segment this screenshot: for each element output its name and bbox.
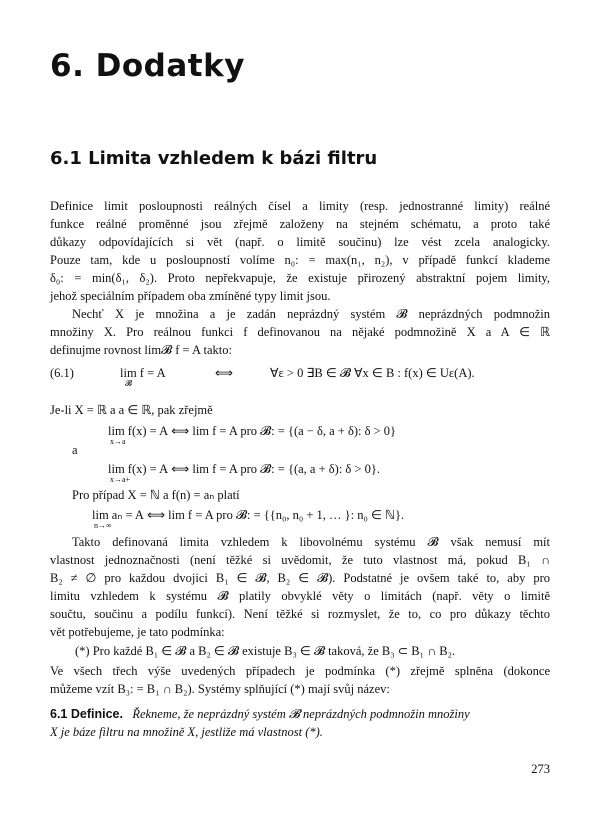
equation-subscript: x→a	[110, 437, 126, 446]
paragraph-line: Pouze tam, kde u posloupností volíme n₀: = max(n₁, n₂), v případě funkcí klademe	[50, 253, 550, 267]
equation-lhs-text: lim f(x) = A	[108, 462, 169, 476]
paragraph-line: limitu vzhledem k systému 𝓑 platily obvyklé věty o limitách (např. věty o limitě	[50, 589, 550, 603]
paragraph-line: definujme rovnost lim𝓑 f = A takto:	[50, 343, 232, 357]
page-number: 273	[531, 762, 550, 776]
chapter-title: 6. Dodatky	[50, 48, 245, 84]
definition	[50, 707, 550, 722]
equation-rhs-text: ⟺ lim f = A pro 𝓑: = {(a − δ, a + δ): δ > 0}	[171, 424, 397, 438]
equation-lhs-subscript: 𝓑	[125, 379, 133, 388]
section-title: 6.1 Limita vzhledem k bázi filtru	[50, 148, 378, 169]
paragraph-line: důkazy odpovídajících si vět (např. o limitě součinu) lze vést zcela analogicky.	[50, 235, 550, 249]
paragraph-line: můžeme vzít B₃: = B₁ ∩ B₂). Systémy splňující (*) mají svůj název:	[50, 682, 390, 696]
equation-lhs-text: lim f = A	[120, 366, 166, 380]
paragraph-line: B₂ ≠ ∅ pro každou dvojici B₁ ∈ 𝓑, B₂ ∈ 𝓑). Podstatné je ovšem také to, aby pro	[50, 571, 550, 585]
paragraph-line: funkce reálné proměnné jsou zřejmě založeny na stejném schématu, a proto také	[50, 217, 550, 231]
connector-word: a	[72, 443, 78, 457]
equation-subscript: n→∞	[94, 521, 112, 530]
paragraph-line: Nechť X je množina a je zadán neprázdný systém 𝓑 neprázdných podmnožin	[72, 307, 550, 321]
paragraph-line: Takto definovaná limita vzhledem k libovolnému systému 𝓑 však nemusí mít	[72, 535, 550, 549]
paragraph-line: vlastnost jednoznačnosti (není těžké si uvědomit, že tuto vlastnost má, pokud B₁ ∩	[50, 553, 550, 567]
definition-text: Řekneme, že neprázdný systém 𝓑 neprázdných podmnožin množiny	[132, 707, 470, 721]
equation-rhs-text: ⟺ lim f = A pro 𝓑: = {(a, a + δ): δ > 0}.	[171, 462, 380, 476]
paragraph-line: Definice limit posloupnosti reálných čísel a limity (resp. jednostranné limity) reálné	[50, 199, 550, 213]
condition-star: (*) Pro každé B₁ ∈ 𝓑 a B₂ ∈ 𝓑 existuje B₃ ∈ 𝓑 taková, že B₃ ⊂ B₁ ∩ B₂.	[75, 644, 456, 658]
equation-rhs: ∀ε > 0 ∃B ∈ 𝓑 ∀x ∈ B : f(x) ∈ Uε(A).	[270, 366, 475, 380]
paragraph-line: součtu, součinu a podílu funkcí). Není těžké si rozmyslet, že to, co pro důkazy těchto	[50, 607, 550, 621]
paragraph-line: vět potřebujeme, je tato podmínka:	[50, 625, 225, 639]
paragraph-line: Je-li X = ℝ a a ∈ ℝ, pak zřejmě	[50, 403, 213, 417]
equation-lhs-text: lim f(x) = A	[108, 424, 169, 438]
equation-lhs-text: lim aₙ = A	[92, 508, 144, 522]
equation-label: (6.1)	[50, 366, 74, 380]
paragraph-line: množiny X. Pro reálnou funkci f definovanou na nějaké podmnožině X a A ∈ ℝ	[50, 325, 550, 339]
paragraph-line: δ₀: = min(δ₁, δ₂). Proto nepřekvapuje, že existuje přirozený abstraktní pojem limity,	[50, 271, 550, 285]
paragraph-line: jehož speciálním případem oba zmíněné typy limit jsou.	[50, 289, 331, 303]
equation-limit-point	[108, 424, 397, 446]
equation-iff: ⟺	[215, 366, 233, 380]
paragraph-line: Ve všech třech výše uvedených případech je podmínka (*) zřejmě splněna (dokonce	[50, 664, 550, 678]
definition-line	[50, 725, 550, 740]
equation-subscript: x→a+	[110, 475, 131, 484]
equation-right-limit	[108, 462, 380, 484]
definition-heading: 6.1 Definice.	[50, 707, 123, 721]
paragraph-line: Pro případ X = ℕ a f(n) = aₙ platí	[72, 488, 240, 502]
equation-lhs	[120, 366, 166, 388]
equation-rhs-text: ⟺ lim f = A pro 𝓑: = {{n₀, n₀ + 1, … }: n₀ ∈ ℕ}.	[147, 508, 405, 522]
equation-sequence-limit	[92, 508, 405, 530]
definition-text: X je báze filtru na množině X, jestliže má vlastnost (*).	[50, 725, 323, 739]
